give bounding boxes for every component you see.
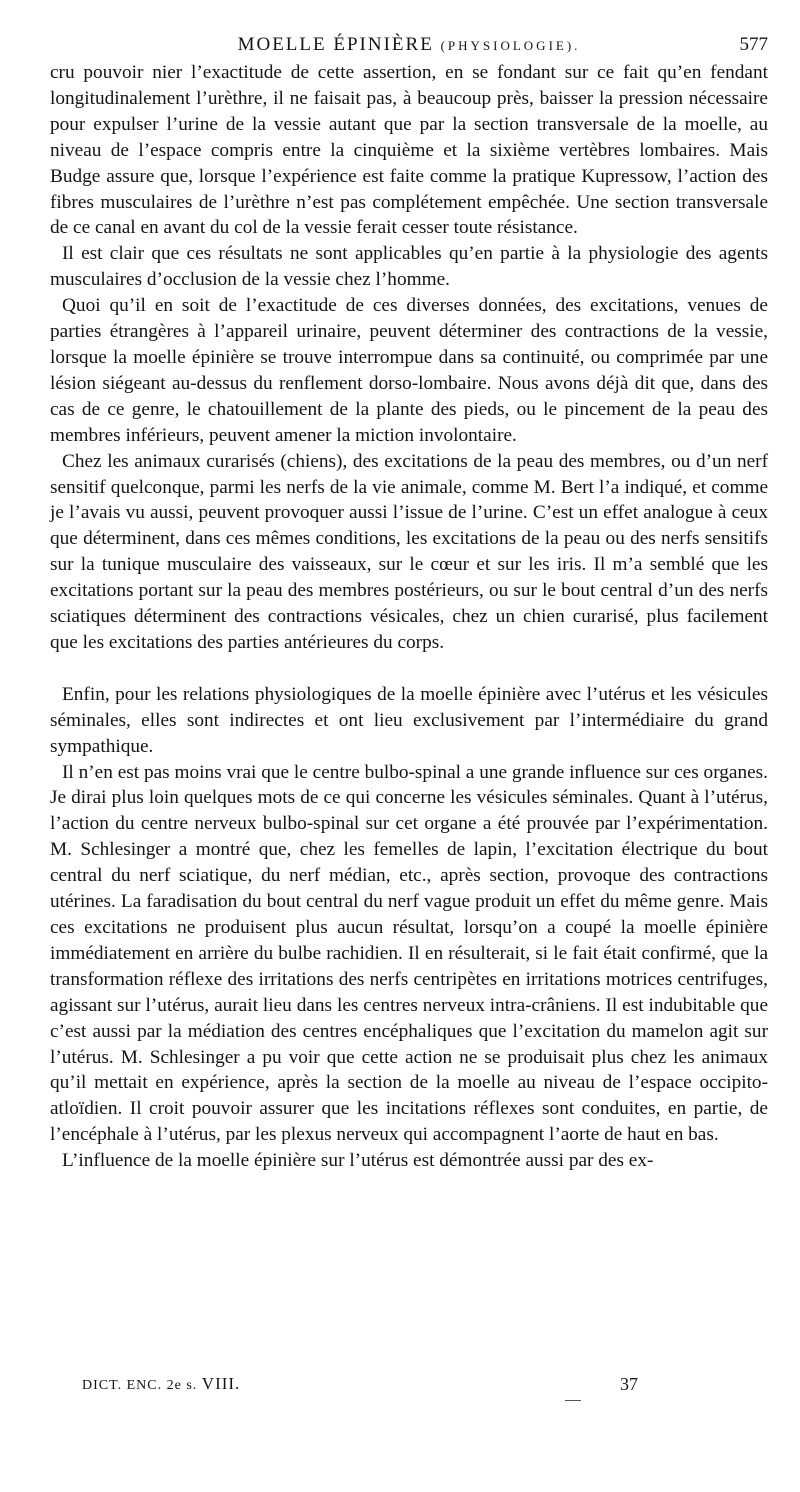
paragraph-6: Il n’en est pas moins vrai que le centre bulbo-spinal a une grande influence sur ces organes. Je dirai plus loin quelques mots de ce qui concerne les vésicules séminales. Quant à l’utérus, l’action du centre nerveux bulbo-spinal sur cet organe a été prouvée par l’expérimentation. M. Schlesinger a montré que, chez les femelles de lapin, l’excitation électrique du bout central du nerf sciatique, du nerf médian, etc., après section, provoque des contractions utérines. La faradisation du bout central du nerf vague produit un effet du même genre. Mais ces excitations ne produisent plus aucun résultat, lorsqu’on a coupé la moelle épinière immédiatement en arrière du bulbe rachidien. Il en résulterait, si le fait était confirmé, que la transformation réflexe des irritations des nerfs centripètes en irritations motrices centrifuges, agissant sur l’utérus, aurait lieu dans les centres nerveux intra-crâniens. Il est indubitable que c’est aussi par la médiation des centres encéphaliques que l’excitation du mamelon agit sur l’utérus. M. Schlesinger a pu voir que cette action ne se produisait plus chez les animaux qu’il mettait en expérience, après la section de la moelle au niveau de l’espace occipito-atloïdien. Il croit pouvoir assurer que les incitations réflexes sont conduites, en partie, de l’encéphale à l’utérus, par les plexus nerveux qui accompagnent l’aorte de haut en bas. (50, 761, 768, 1146)
signature-text: DICT. ENC. 2e s. (82, 1378, 198, 1393)
running-header (50, 32, 768, 58)
running-title-main: MOELLE ÉPINIÈRE (237, 34, 434, 55)
signature-mark (82, 1372, 240, 1398)
paragraph-7: L’influence de la moelle épinière sur l’utérus est démontrée aussi par des ex- (62, 1150, 654, 1172)
paragraph-4: Chez les animaux curarisés (chiens), des excitations de la peau des membres, ou d’un nerf sensitif quelconque, parmi les nerfs de la vie animale, comme M. Bert l’a indiqué, et comme je l’avais vu aussi, peuvent provoquer aussi l’issue de l’urine. C’est un effet analogue à ceux que déterminent, dans ces mêmes conditions, les excitations de la peau ou des nerfs sensitifs sur la tunique musculaire des vaisseaux, sur le cœur et sur les iris. Il m’a semblé que les excitations portant sur la peau des membres postérieurs, ou sur le bout central d’un des nerfs sciatiques déterminent des contractions vésicales, chez un chien curarisé, plus facilement que les excitations des parties antérieures du corps. (50, 450, 768, 653)
running-title (50, 32, 768, 59)
running-title-subtitle: (PHYSIOLOGIE). (440, 38, 581, 53)
page-number: 577 (739, 34, 768, 55)
paragraph-1: cru pouvoir nier l’exactitude de cette assertion, en se fondant sur ce fait qu’en fendant longitudinalement l’urèthre, il ne faisait pas, à beaucoup près, baisser la pression nécessaire pour expulser l’urine de la vessie autant que par la section transversale de la moelle, au niveau de l’espace compris entre la cinquième et la sixième vertèbres lombaires. Mais Budge assure que, lorsque l’expérience est faite comme la pratique Kupressow, l’action des fibres musculaires de l’urèthre n’est pas complétement empêchée. Une section transversale de ce canal en avant du col de la vessie ferait cesser toute résistance. (50, 62, 768, 239)
sheet-number: 37 (620, 1374, 638, 1394)
paragraph-3: Quoi qu’il en soit de l’exactitude de ces diverses données, des excitations, venues de parties étrangères à l’appareil urinaire, peuvent déterminer des contractions de la vessie, lorsque la moelle épinière se trouve interrompue dans sa continuité, ou comprimée par une lésion siégeant au-dessus du renflement dorso-lombaire. Nous avons déjà dit que, dans des cas de ce genre, le chatouillement de la plante des pieds, ou le pincement de la peau des membres inférieurs, peuvent amener la miction involontaire. (50, 295, 768, 446)
page-footer (82, 1372, 682, 1396)
body-text (50, 60, 768, 1174)
paragraph-2: Il est clair que ces résultats ne sont applicables qu’en partie à la physiologie des agents musculaires d’occlusion de la vessie chez l’homme. (50, 243, 768, 291)
footer-rule (565, 1400, 581, 1401)
signature-volume: VIII. (201, 1374, 241, 1393)
paragraph-5: Enfin, pour les relations physiologiques de la moelle épinière avec l’utérus et les vésicules séminales, elles sont indirectes et ont lieu exclusivement par l’intermédiaire du grand sympathique. (50, 683, 768, 757)
